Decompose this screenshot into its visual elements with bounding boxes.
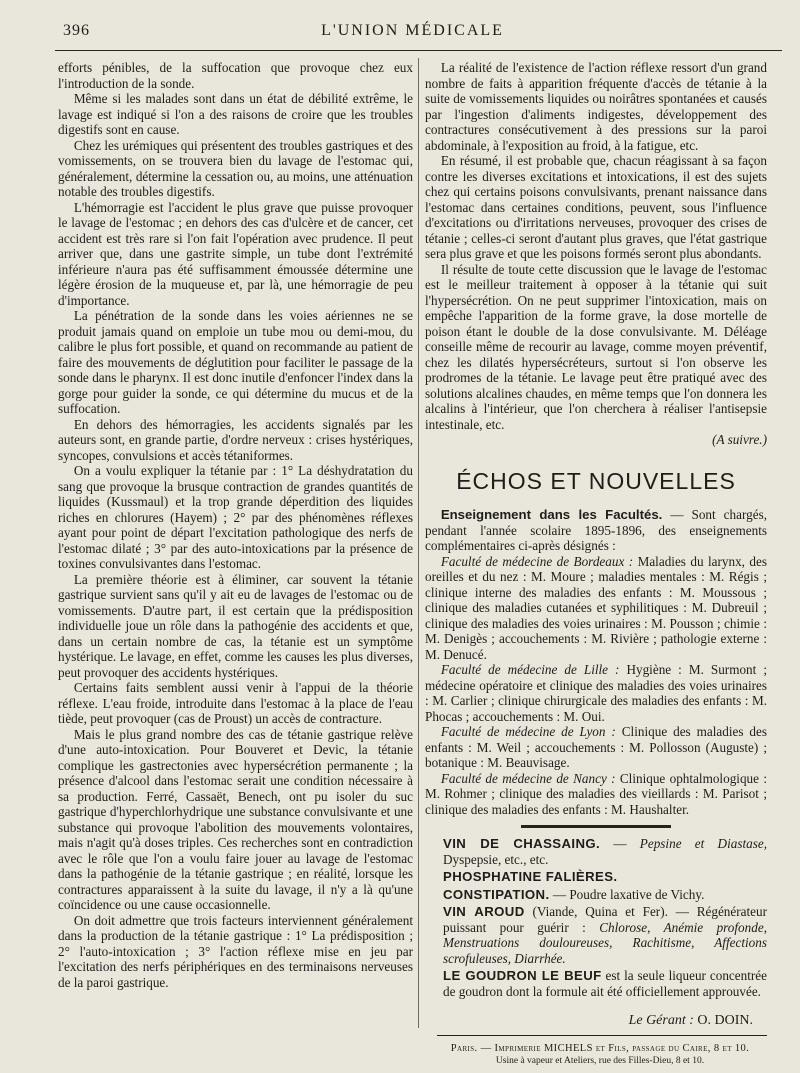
- paragraph: La réalité de l'existence de l'action réflexe ressort d'un grand nombre de faits à apparition fréquente d'accès de tétanie à la suite de vomissements liquides ou noirâtres spontanées et causés par l'ingestion d'aliments indigestes, développement des contractures consécutivement à des pressions sur la paroi abdominale, à l'exposition au froid, à la fatigue, etc.: [425, 60, 767, 153]
- faculty-name: Faculté de médecine de Bordeaux :: [440, 553, 634, 569]
- paragraph: Même si les malades sont dans un état de débilité extrême, le lavage est indiqué si l'on a des raisons de croire que les troubles digestifs sont en cause.: [58, 91, 413, 137]
- ad-text: (Viande, Quina et Fer). — Régénérateur puissant pour guérir :: [443, 904, 767, 935]
- ad-brand: LE GOUDRON LE BEUF: [443, 968, 602, 983]
- faculty-entry: [425, 724, 767, 771]
- printer-line: Usine à vapeur et Ateliers, rue des Filles-Dieu, 8 et 10.: [495, 1055, 705, 1066]
- faculty-entry: [425, 662, 767, 724]
- ad-text: Dyspepsie, etc., etc.: [443, 851, 549, 867]
- left-column: [58, 60, 413, 990]
- news-rubric: Enseignement dans les Facultés.: [440, 507, 663, 522]
- manager-name: O. DOIN.: [693, 1013, 753, 1028]
- ad-brand: CONSTIPATION.: [443, 886, 550, 902]
- ad-italic: Chlorose, Anémie profonde, Menstruations douloureuses, Rachitisme, Affections scrofuleuses, Diarrhée.: [443, 919, 767, 966]
- column-divider: [418, 58, 419, 1028]
- paragraph: [425, 262, 767, 448]
- footer-rule: [437, 1035, 767, 1036]
- paragraph: En dehors des hémorragies, les accidents signalés par les auteurs sont, en grande partie, d'ordre nerveux : crises hystériques, syncopes, convulsions et accès tétaniformes.: [58, 416, 413, 463]
- paragraph: Certains faits semblent aussi venir à l'appui de la théorie réflexe. L'eau froide, introduite dans l'estomac à la place de l'eau tiède, peut provoquer (cas de Proust) un accès de contracture.: [58, 680, 413, 726]
- paragraph: efforts pénibles, de la suffocation que provoque chez eux l'introduction de la sonde.: [58, 60, 413, 91]
- faculty-name: Faculté de médecine de Lille :: [440, 662, 620, 677]
- section-title: ÉCHOS ET NOUVELLES: [456, 467, 736, 494]
- paragraph: La première théorie est à éliminer, car souvent la tétanie gastrique survient sans qu'il y ait eu de lavages de l'estomac ou de vomissements. D'autre part, il est certain que la prédisposition individuelle joue un rôle dans la pathogénie des accidents et que, dans un certain nombre de cas, la tétanie est un symptôme hystérique. Le lavage, en effet, comme les causes les plus diverses, peut provoquer des accidents hystériques.: [58, 571, 413, 680]
- journal-title: L'UNION MÉDICALE: [321, 22, 504, 39]
- advertisement: [443, 904, 767, 966]
- paragraph: La pénétration de la sonde dans les voies aériennes ne se produit jamais quand on emploie un tube mou ou demi-mou, du calibre le plus fort possible, et quand on recommande au patient de faire des mouvements de déglutition pour faciliter le passage de la sonde dans le pharynx. Il est donc inutile d'enfoncer l'index dans la gorge pour guider la sonde, ce qui détermine du mucus et de la suffocation.: [58, 308, 413, 416]
- page-number: 396: [63, 22, 90, 39]
- header-rule: [55, 50, 782, 51]
- news-item: [425, 507, 767, 554]
- paragraph: On doit admettre que trois facteurs interviennent généralement dans la production de la tétanie gastrique : 1° La prédisposition ; 2° l'auto-intoxication ; 3° l'action réflexe mise en jeu par l'excitation des nerfs périphériques en des terminaisons nerveuses de la paroi gastrique.: [58, 912, 413, 990]
- advertisement: [443, 836, 767, 867]
- printer-imprint: [425, 1042, 767, 1068]
- paragraph: L'hémorragie est l'accident le plus grave que puisse provoquer le lavage de l'estomac ; en dehors des cas d'ulcère et de cancer, cet accident est très rare si l'on fait l'opération avec prudence. Il peut arriver que, dans une gastrite simple, un tube dont l'extrémité inférieure n'aura pas été suffisamment émoussée détermine une légère érosion de la muqueuse et, par là, une hémorragie de peu d'importance.: [58, 199, 413, 308]
- ad-text: — Poudre laxative de Vichy.: [549, 886, 705, 902]
- faculty-text: Clinique des maladies des enfants : M. Weil ; accouchements : M. Pollosson (Auguste) ; botanique : M. Beauvisage.: [425, 724, 768, 770]
- advertisement: [443, 968, 767, 999]
- to-be-continued: (A suivre.): [712, 432, 767, 447]
- faculty-text: Maladies du larynx, des oreilles et du nez : M. Moure ; maladies mentales : M. Régis ; clinique interne des maladies des enfants : M. Moussous ; clinique des maladies cutanées et syphilitiques : M. Dubreuil ; clinique des maladies des voies urinaires : M. Pousson ; chimie : M. Denigès ; accouchements : M. Rivière ; pathologie externe : M. Denucé.: [425, 553, 767, 662]
- manager-signature: [425, 1013, 767, 1029]
- paragraph: On a voulu expliquer la tétanie par : 1° La déshydratation du sang que provoque la brusque contraction de grandes quantités de liquides (Kussmaul) et la trop grande déperdition des liquides riches en chlorures (Hayem) ; 2° par des phénomènes réflexes ayant pour point de départ l'excitation pathologique des nerfs de l'estomac dilaté ; 3° par des auto-intoxications par la présence de toxines convulsivantes dans l'estomac.: [58, 463, 413, 571]
- ad-italic: Pepsine et Diastase,: [639, 836, 767, 851]
- faculty-name: Faculté de médecine de Nancy :: [440, 770, 616, 786]
- paragraph-text: Il résulte de toute cette discussion que le lavage de l'estomac est le meilleur traitement à opposer à la tétanie qui suit l'hypersécrétion. On ne peut supprimer l'intoxication, mais on empêche l'apparition de la forme grave, la dose mortelle de poison étant le double de la dose convulsivante. M. Déléage conseille même de recourir au lavage, comme moyen préventif, chez les dilatés hypersécréteurs, surtout si l'on observe les prodromes de la tétanie. Le lavage peut être pratiqué avec des solutions alcalines chaudes, en même temps que l'on donnera les alcalins à l'intérieur, que l'on cherchera à réaliser l'antisepsie intestinale, etc.: [425, 261, 767, 432]
- paragraph: Chez les urémiques qui présentent des troubles gastriques et des vomissements, on se trouvera bien du lavage de l'estomac qui, généralement, détermine la cessation ou, au moins, une atténuation notable des troubles digestifs.: [58, 137, 413, 199]
- ad-brand: VIN AROUD: [443, 904, 525, 919]
- ad-brand: VIN DE CHASSAING.: [443, 836, 601, 851]
- right-column: [425, 60, 767, 1068]
- advertisement: [443, 887, 767, 903]
- section-divider: [521, 825, 671, 828]
- news-intro: — Sont chargés, pendant l'année scolaire 1895-1896, des enseignements complémentaires ci-après désignés :: [425, 507, 767, 553]
- advertisement: [443, 869, 767, 885]
- ad-text: —: [600, 836, 640, 851]
- running-header: [55, 20, 770, 46]
- ad-brand: PHOSPHATINE FALIÈRES.: [443, 869, 618, 884]
- faculty-text: Hygiène : M. Surmont ; médecine opératoire et clinique des maladies des voies urinaires : M. Carlier ; clinique chirurgicale des maladies des enfants : M. Phocas ; accouchements : M. Oui.: [425, 662, 767, 724]
- faculty-text: Clinique ophtalmologique : M. Rohmer ; clinique des maladies des vieillards : M. Parisot ; clinique des maladies des enfants : M. Haushalter.: [425, 770, 767, 817]
- ad-text: est la seule liqueur concentrée de goudron dont la formule ait été officiellement approuvée.: [443, 968, 767, 999]
- manager-label: Le Gérant :: [628, 1013, 694, 1028]
- faculty-entry: [425, 554, 767, 663]
- faculty-entry: [425, 771, 767, 818]
- paragraph: En résumé, il est probable que, chacun réagissant à sa façon contre les diverses excitations et intoxications, il est des sujets chez qui certains poisons convulsivants, prenant naissance dans l'estomac dans certaines conditions, peuvent, sous l'influence d'excitations ou d'irritations nerveuses, provoquer des crises de tétanie ; celles-ci seront d'autant plus graves, que l'état gastrique sera plus grave et que les poisons formés seront plus abondants.: [425, 153, 767, 261]
- printer-line: Paris. — Imprimerie MICHELS et Fils, passage du Caire, 8 et 10.: [450, 1042, 750, 1054]
- paragraph: Mais le plus grand nombre des cas de tétanie gastrique relève d'une auto-intoxication. Pour Bouveret et Devic, la tétanie complique les gastrectonies avec hypersécrétion permanente ; la présence d'alcool dans l'estomac serait une condition nécessaire à sa production. Ferré, Cassaët, Benech, ont pu isoler du suc gastrique d'hyperchlorhydrique une substance convulsivante et une substance qui provoque l'abolition des mouvements volontaires, mais n'agit qu'à doses triples. Ces recherches sont en contradiction avec le rôle que l'on a voulu faire jouer au lavage de l'estomac dans la pathogénie de la tétanie gastrique ; en réalité, lorsque les contractures apparaissent à la suite du lavage, il n'y a là qu'une coïncidence ou une cause occasionnelle.: [58, 726, 413, 912]
- faculty-name: Faculté de médecine de Lyon :: [440, 724, 616, 739]
